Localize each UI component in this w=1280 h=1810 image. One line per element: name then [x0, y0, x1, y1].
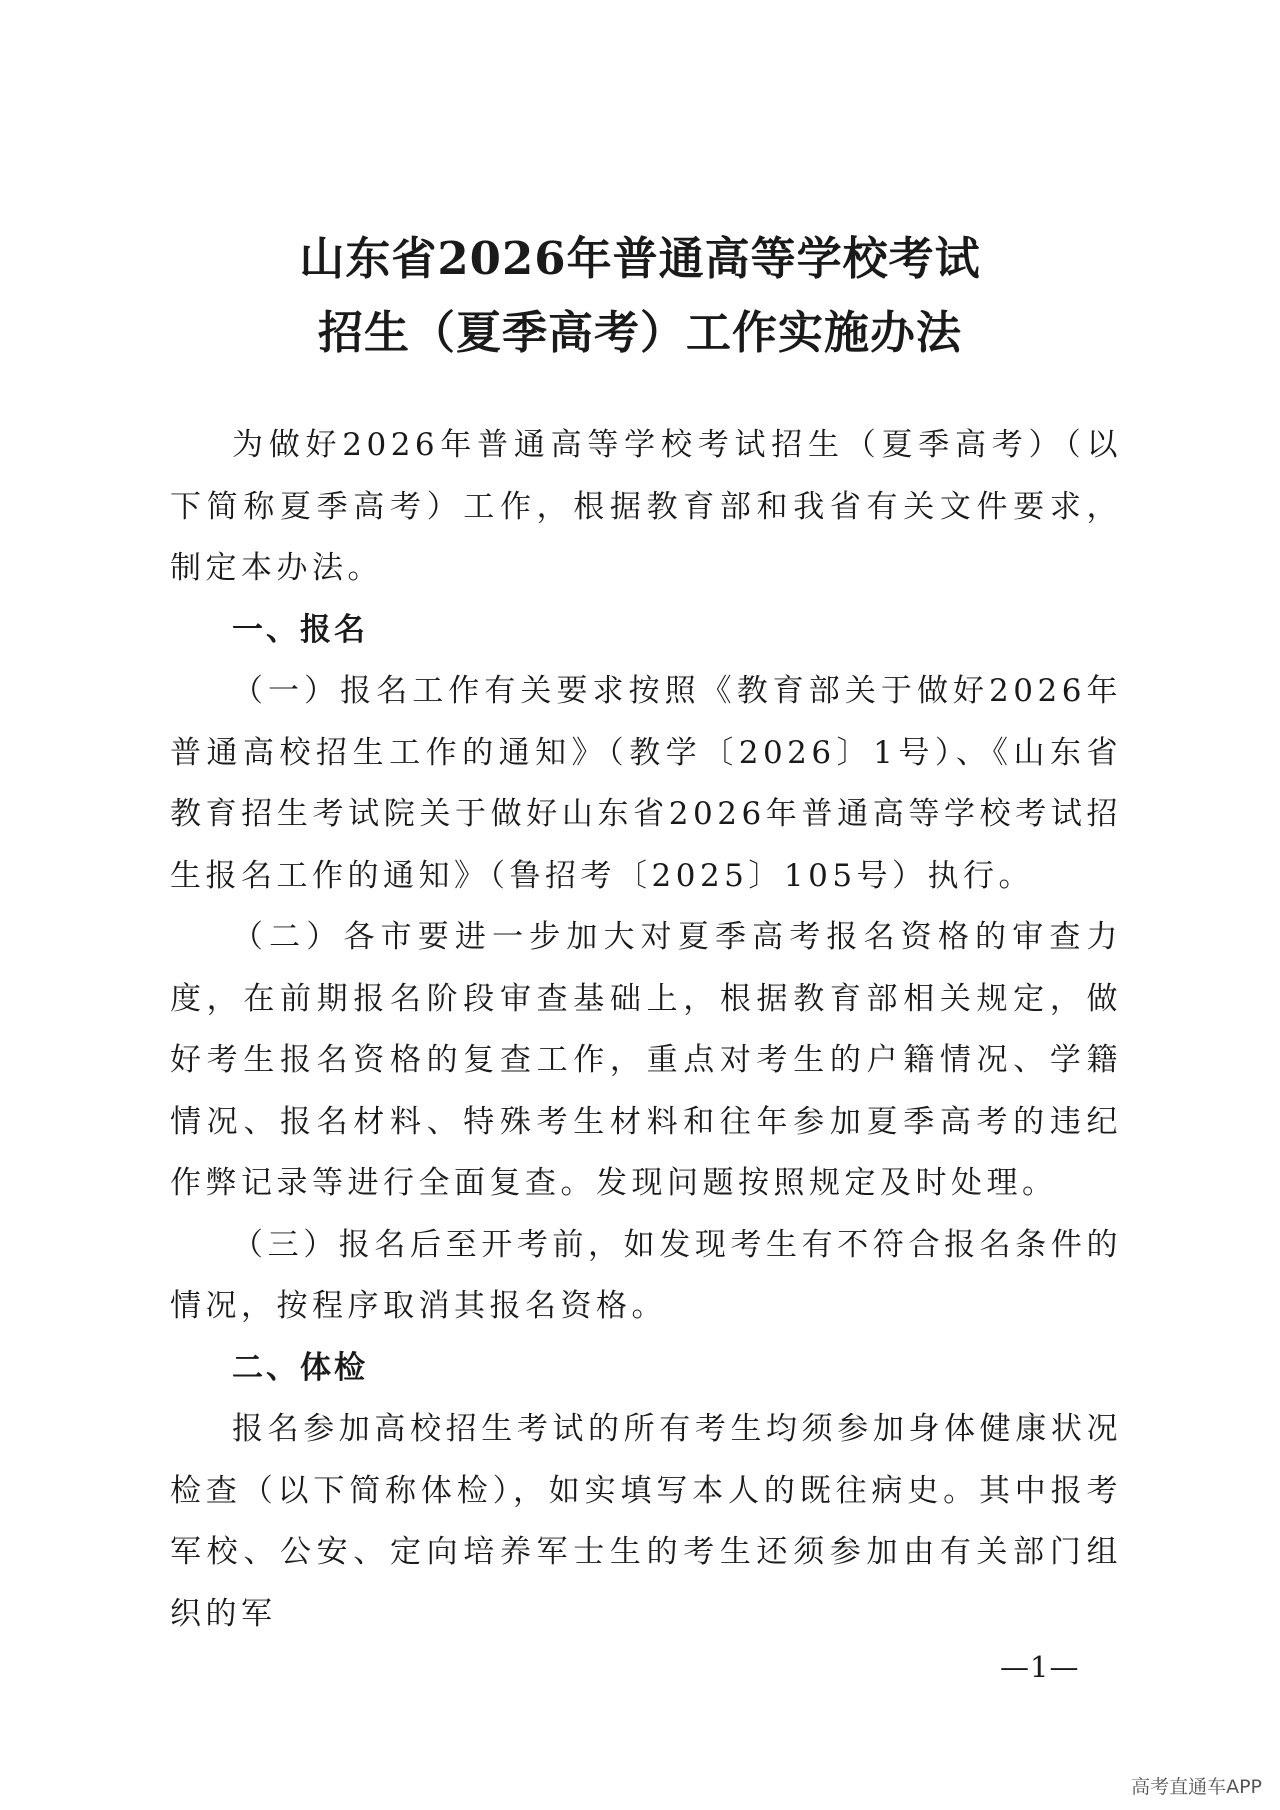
paragraph-registration-2: （二）各市要进一步加大对夏季高考报名资格的审查力度，在前期报名阶段审查基础上，根据教育部相关规定，做好考生报名资格的复查工作，重点对考生的户籍情况、学籍情况、报名材料、特殊考生材料和往年参加夏季高考的违纪作弊记录等进行全面复查。发现问题按照规定及时处理。: [170, 919, 1122, 1201]
document-title: [0, 222, 1280, 370]
paragraph-physical-exam: 报名参加高校招生考试的所有考生均须参加身体健康状况检查（以下简称体检），如实填写本人的既往病史。其中报考军校、公安、定向培养军士生的考生还须参加由有关部门组织的军: [170, 1411, 1122, 1632]
paragraph-registration-1: （一）报名工作有关要求按照《教育部关于做好2026年普通高校招生工作的通知》（教学〔2026〕1号）、《山东省教育招生考试院关于做好山东省2026年普通高等学校考试招生报名工作的通知》（鲁招考〔2025〕105号）执行。: [170, 673, 1122, 894]
title-line-1: 山东省2026年普通高等学校考试: [299, 232, 981, 285]
page-number: —1—: [1000, 1650, 1080, 1684]
watermark: 高考直通车APP: [1131, 1776, 1262, 1798]
paragraph-registration-3: （三）报名后至开考前，如发现考生有不符合报名条件的情况，按程序取消其报名资格。: [170, 1226, 1122, 1324]
section-heading-registration: 一、报名: [232, 611, 368, 648]
document-body: [170, 415, 1122, 1645]
section-heading-physical-exam: 二、体检: [232, 1349, 368, 1386]
intro-paragraph: 为做好2026年普通高等学校考试招生（夏季高考）（以下简称夏季高考）工作，根据教育部和我省有关文件要求，制定本办法。: [170, 427, 1122, 586]
title-line-2: 招生（夏季高考）工作实施办法: [317, 306, 962, 359]
